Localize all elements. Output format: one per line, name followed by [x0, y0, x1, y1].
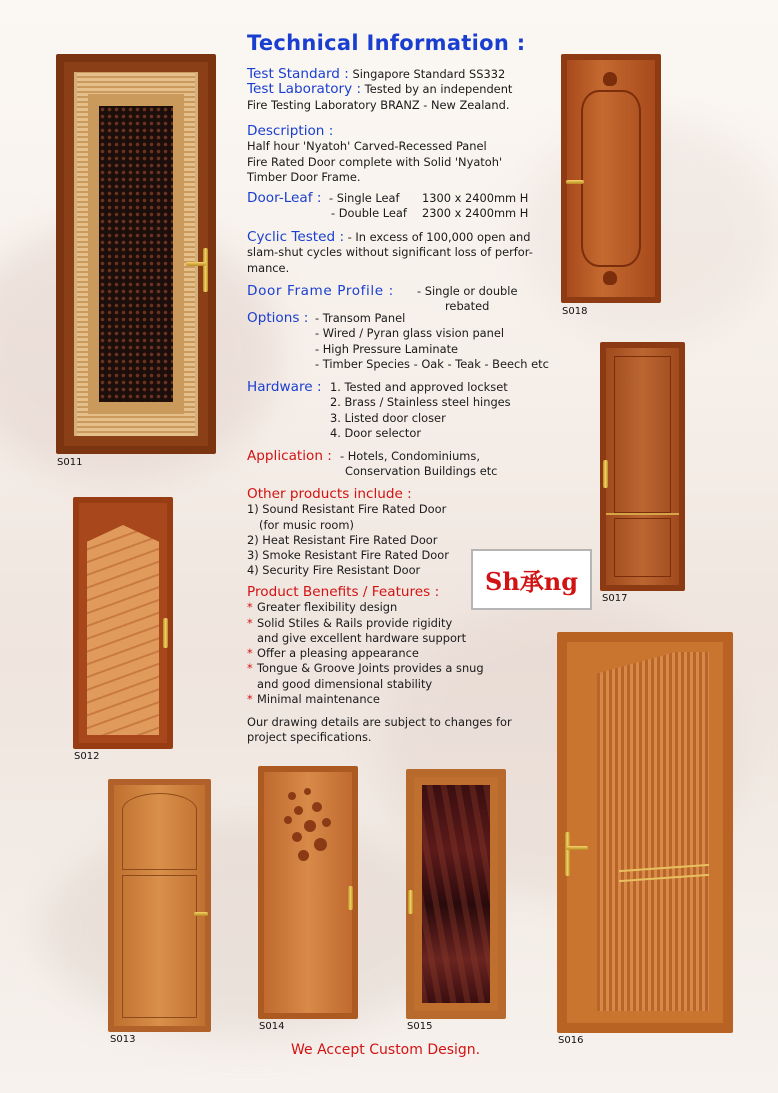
benefit-item	[247, 616, 537, 631]
background-wash	[40, 820, 460, 1040]
hardware-item: 4. Door selector	[330, 425, 421, 440]
benefit-text: Greater flexibility design	[257, 600, 398, 615]
cyclic-label: Cyclic Tested :	[247, 229, 345, 245]
hardware-section	[247, 380, 547, 441]
door-s014-image	[258, 766, 358, 1019]
benefit-item	[247, 661, 537, 676]
door-leaf-section	[247, 191, 547, 222]
caption-s015: S015	[407, 1021, 433, 1032]
test-standard-value: Singapore Standard SS332	[352, 67, 506, 81]
other-products-item: 3) Smoke Resistant Fire Rated Door	[247, 548, 449, 563]
door-handle-icon	[348, 886, 353, 910]
door-leaf-dims: 2300 x 2400mm H	[422, 206, 529, 221]
other-products-item: 2) Heat Resistant Fire Rated Door	[247, 532, 438, 547]
test-laboratory-label: Test Laboratory :	[247, 81, 362, 98]
door-handle-icon	[163, 618, 168, 648]
page-title: Technical Information :	[247, 31, 526, 55]
test-standard-label: Test Standard :	[247, 66, 349, 82]
cyclic-cont: slam-shut cycles without significant loss of perfor-	[247, 245, 533, 260]
caption-s013: S013	[110, 1034, 136, 1045]
door-lever-icon	[186, 262, 206, 266]
cyclic-cont: mance.	[247, 260, 290, 275]
disclaimer-line: Our drawing details are subject to changes for	[247, 715, 512, 729]
other-products-item: 4) Security Fire Resistant Door	[247, 563, 421, 578]
bullet-star	[247, 631, 257, 646]
test-standard-section	[247, 67, 547, 113]
other-products-item: 1) Sound Resistant Fire Rated Door	[247, 502, 447, 517]
door-handle-icon	[203, 248, 208, 292]
benefit-item	[247, 692, 537, 707]
caption-s011: S011	[57, 457, 83, 468]
hardware-item: 1. Tested and approved lockset	[330, 380, 508, 394]
benefits-label: Product Benefits / Features :	[247, 584, 440, 600]
frame-profile-cont: rebated	[445, 299, 490, 314]
hardware-item: 3. Listed door closer	[330, 410, 446, 425]
bullet-star: *	[247, 692, 253, 707]
door-s013-image	[108, 779, 211, 1032]
footer-custom-design: We Accept Custom Design.	[291, 1042, 481, 1058]
benefit-text: Solid Stiles & Rails provide rigidity	[257, 615, 453, 630]
bullet-star: *	[247, 661, 253, 676]
options-item: - Wired / Pyran glass vision panel	[315, 326, 505, 341]
bullet-star: *	[247, 600, 253, 615]
door-lever-icon	[194, 912, 208, 916]
options-section	[247, 311, 557, 372]
application-label: Application :	[247, 448, 332, 464]
bullet-star	[247, 677, 257, 692]
caption-s014: S014	[259, 1021, 285, 1032]
benefits-section	[247, 585, 537, 707]
disclaimer	[247, 715, 532, 746]
door-s012-image	[73, 497, 173, 749]
caption-s017: S017	[602, 593, 628, 604]
benefit-text: Offer a pleasing appearance	[257, 646, 419, 661]
door-leaf-dims: 1300 x 2400mm H	[422, 191, 529, 205]
door-handle-icon	[408, 890, 413, 914]
door-handle-icon	[603, 460, 608, 488]
door-s017-image	[600, 342, 685, 591]
benefit-item	[247, 677, 537, 692]
options-item: - Transom Panel	[315, 311, 406, 325]
test-laboratory-value: Tested by an independent	[364, 82, 513, 97]
caption-s012: S012	[74, 751, 100, 762]
door-lever-icon	[566, 180, 584, 184]
other-products-label: Other products include :	[247, 486, 412, 502]
test-laboratory-cont: Fire Testing Laboratory BRANZ - New Zealand.	[247, 97, 510, 112]
frame-profile-value: - Single or double	[417, 284, 518, 298]
benefit-item	[247, 631, 537, 646]
description-line: Timber Door Frame.	[247, 169, 361, 184]
application-section	[247, 449, 547, 480]
caption-s016: S016	[558, 1035, 584, 1046]
logo-text: Sh承ng	[484, 567, 578, 596]
benefit-text: Minimal maintenance	[257, 692, 380, 707]
hardware-label: Hardware :	[247, 379, 322, 395]
door-s016-image	[557, 632, 733, 1033]
door-s018-image	[561, 54, 661, 303]
disclaimer-line: project specifications.	[247, 730, 372, 745]
door-leaf-label: Door-Leaf :	[247, 190, 322, 206]
frame-profile-label: Door Frame Profile :	[247, 283, 394, 299]
benefit-item	[247, 646, 537, 661]
application-cont: Conservation Buildings etc	[345, 464, 498, 479]
application-value: - Hotels, Condominiums,	[340, 449, 480, 463]
options-item: - High Pressure Laminate	[315, 341, 459, 356]
door-leaf-name: - Double Leaf	[331, 206, 407, 221]
caption-s018: S018	[562, 306, 588, 317]
description-line: Half hour 'Nyatoh' Carved-Recessed Panel	[247, 139, 487, 154]
options-item: - Timber Species - Oak - Teak - Beech etc	[315, 356, 549, 371]
door-handle-icon	[565, 832, 570, 876]
benefit-item	[247, 600, 537, 615]
hardware-item: 2. Brass / Stainless steel hinges	[330, 395, 511, 410]
benefit-text: and good dimensional stability	[257, 676, 433, 691]
bullet-star: *	[247, 646, 253, 661]
door-s011-image	[56, 54, 216, 454]
options-label: Options :	[247, 310, 309, 326]
description-section	[247, 124, 547, 185]
cyclic-section	[247, 230, 547, 276]
benefit-text: Tongue & Groove Joints provides a snug	[257, 661, 484, 676]
description-label: Description :	[247, 123, 334, 139]
door-lever-icon	[566, 846, 588, 850]
benefit-text: and give excellent hardware support	[257, 630, 467, 645]
cyclic-value: - In excess of 100,000 open and	[347, 230, 531, 244]
door-leaf-name: - Single Leaf	[329, 191, 400, 205]
other-products-section	[247, 487, 467, 579]
bullet-star: *	[247, 615, 253, 630]
other-products-item: (for music room)	[259, 517, 354, 532]
door-s015-image	[406, 769, 506, 1019]
description-line: Fire Rated Door complete with Solid 'Nyatoh'	[247, 154, 503, 169]
